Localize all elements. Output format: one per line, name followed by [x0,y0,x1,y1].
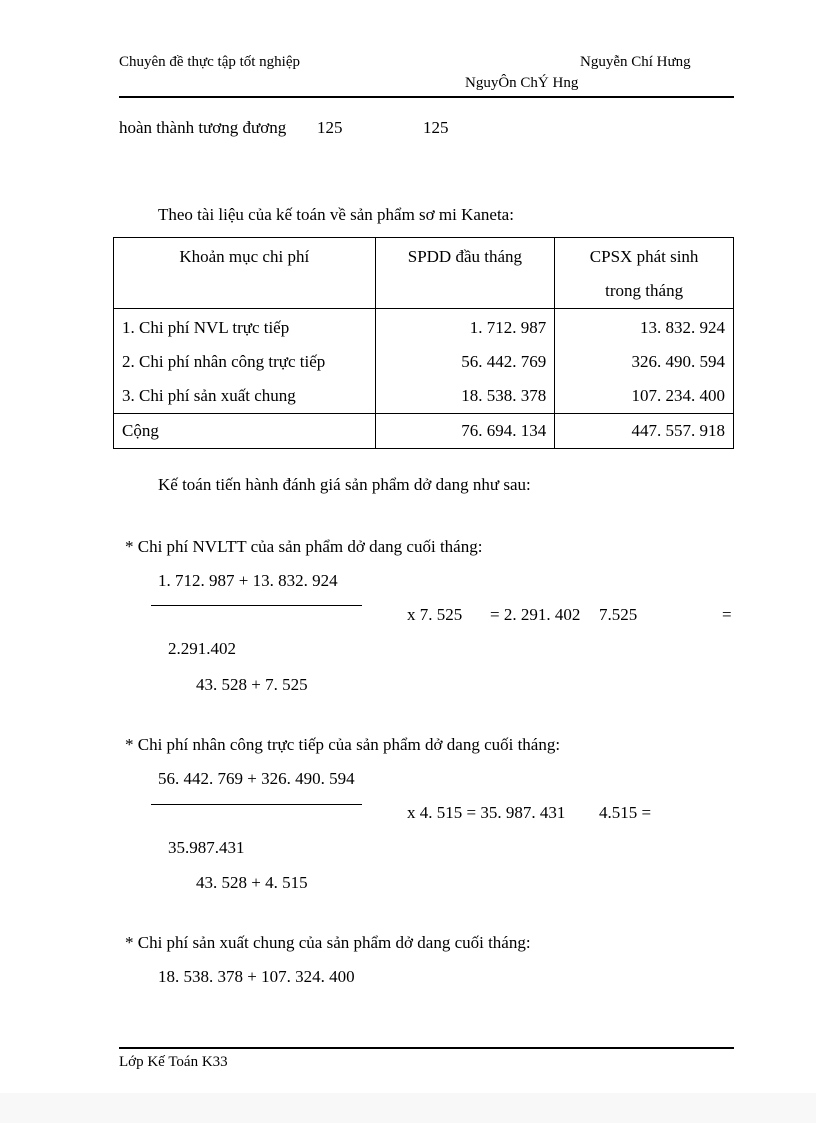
header-title: Chuyên đề thực tập tốt nghiệp [119,54,301,70]
table-row [114,345,734,379]
section2-value: 35.987.431 [168,838,245,857]
table-row [114,379,734,414]
cost-table [113,237,734,449]
section2-numerator: 56. 442. 769 + 326. 490. 594 [158,769,355,788]
total-label: Cộng [114,414,376,449]
col-header-item: Khoản mục chi phí [114,238,376,309]
section2-extra: 4.515 = [599,803,652,822]
col-header-opening-wip: SPDD đầu tháng [375,238,555,309]
header-rule [119,96,734,98]
row-opening-wip: 56. 442. 769 [375,345,555,379]
section1-equals: = [722,605,732,624]
intro-value-1: 125 [317,118,343,137]
section1-title: * Chi phí NVLTT của sản phẩm dở dang cuối tháng: [125,537,483,556]
row-period-cost: 326. 490. 594 [555,345,734,379]
section2-title: * Chi phí nhân công trực tiếp của sản phẩm dở dang cuối tháng: [125,735,561,754]
table-caption: Theo tài liệu của kế toán về sản phẩm sơ mi Kaneta: [158,205,514,224]
intro-text: hoàn thành tương đương [119,118,287,137]
section1-extra: 7.525 [599,605,638,624]
footer-rule [119,1047,734,1049]
total-period-cost: 447. 557. 918 [555,414,734,449]
header-author: Nguyễn Chí Hưng [580,54,691,70]
page-bottom-band [0,1093,816,1123]
row-label: 2. Chi phí nhân công trực tiếp [114,345,376,379]
section1-denominator: 43. 528 + 7. 525 [196,675,308,694]
section1-multiplier: x 7. 525 [407,605,463,624]
intro-value-2: 125 [423,118,449,137]
total-opening-wip: 76. 694. 134 [375,414,555,449]
section1-value: 2.291.402 [168,639,236,658]
table-total-row [114,414,734,449]
row-period-cost: 107. 234. 400 [555,379,734,414]
row-label: 3. Chi phí sản xuất chung [114,379,376,414]
col-header-period-cost-line2: trong tháng [605,281,684,300]
row-period-cost: 13. 832. 924 [555,309,734,346]
section3-numerator: 18. 538. 378 + 107. 324. 400 [158,967,355,986]
col-header-period-cost [555,238,734,309]
col-header-period-cost-line1: CPSX phát sinh [589,247,699,266]
section1-result: = 2. 291. 402 [490,605,581,624]
row-opening-wip: 18. 538. 378 [375,379,555,414]
section3-title: * Chi phí sản xuất chung của sản phẩm dở dang cuối tháng: [125,933,531,952]
section2-expr: x 4. 515 = 35. 987. 431 [407,803,566,822]
header-author-garbled: NguyÔn ChÝ Hng [465,75,579,91]
section2-fraction-bar [151,804,362,805]
row-opening-wip: 1. 712. 987 [375,309,555,346]
footer-text: Lớp Kế Toán K33 [119,1054,228,1070]
section1-numerator: 1. 712. 987 + 13. 832. 924 [158,571,338,590]
assessment-intro: Kế toán tiến hành đánh giá sản phẩm dở dang như sau: [158,475,531,494]
table-row [114,309,734,346]
section2-denominator: 43. 528 + 4. 515 [196,873,308,892]
row-label: 1. Chi phí NVL trực tiếp [114,309,376,346]
table-header-row [114,238,734,309]
section1-fraction-bar [151,605,362,606]
